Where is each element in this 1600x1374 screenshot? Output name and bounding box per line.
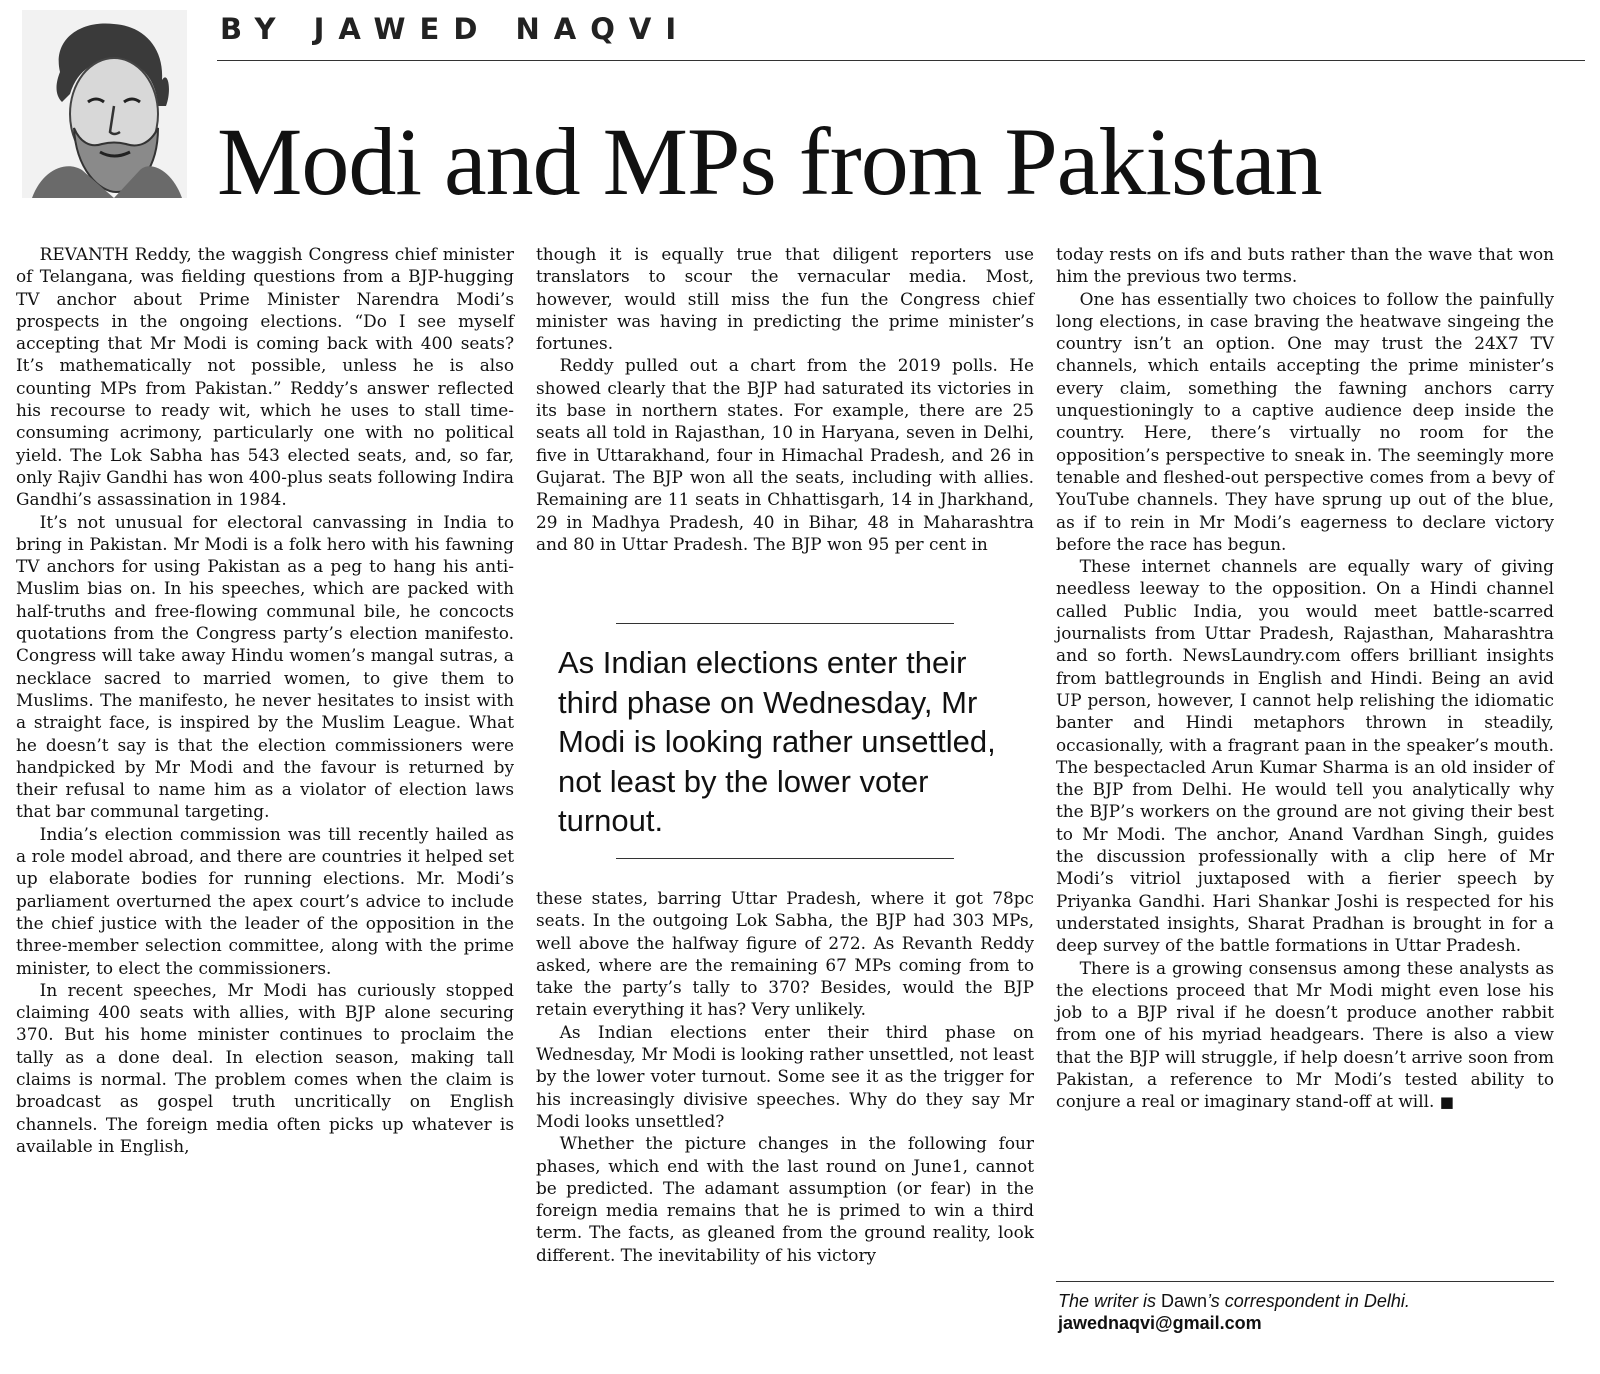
author-note bbox=[1058, 1290, 1556, 1334]
end-mark: ■ bbox=[1439, 1093, 1454, 1112]
paragraph: India’s election commission was till recently hailed as a role model abroad, and there are countries it helped set up elaborate bodies for running elections. Mr. Modi’s parliament overturned the apex court’s advice to include the chief justice with the leader of the opposition in the three-member selection committee, along with the prime minister, to elect the commissioners. bbox=[16, 823, 514, 978]
pull-quote: As Indian elections enter their third phase on Wednesday, Mr Modi is looking rather unsettled, not least by the lower voter turnout. bbox=[558, 645, 996, 838]
column-1 bbox=[16, 243, 514, 1157]
paragraph: It’s not unusual for electoral canvassing in India to bring in Pakistan. Mr Modi is a folk hero with his fawning TV anchors for using Pakistan as a peg to hang his anti-Muslim bias on. In his speeches, which are packed with half-truths and free-flowing communal bile, he concocts quotations from the Congress party’s election manifesto. Congress will take away Hindu women’s mangal sutras, a necklace sacred to married women, to give them to Muslims. The manifesto, he never hesitates to insist with a straight face, is inspired by the Muslim League. What he doesn’t say is that the election commissioners were handpicked by Mr Modi and the favour is returned by their refusal to name him as a violator of election laws that bar communal targeting. bbox=[16, 511, 514, 822]
column-2-bottom bbox=[536, 887, 1034, 1266]
paragraph: these states, barring Uttar Pradesh, where it got 78pc seats. In the outgoing Lok Sabha, the BJP had 303 MPs, well above the halfway figure of 272. As Revanth Reddy asked, where are the remaining 67 MPs coming from to take the party’s tally to 370? Besides, would the BJP retain everything it has? Very unlikely. bbox=[536, 888, 1034, 1020]
paragraph: Reddy pulled out a chart from the 2019 polls. He showed clearly that the BJP had saturated its victories in its base in northern states. For example, there are 25 seats all told in Rajasthan, 10 in Haryana, seven in Delhi, five in Uttarakhand, four in Himachal Pradesh, and 26 in Gujarat. The BJP won all the seats, including with allies. Remaining are 11 seats in Chhattisgarh, 14 in Jharkhand, 29 in Madhya Pradesh, 40 in Bihar, 48 in Maharashtra and 80 in Uttar Pradesh. The BJP won 95 per cent in bbox=[536, 355, 1034, 554]
column-2-top bbox=[536, 243, 1034, 555]
pull-quote-rule-bottom bbox=[616, 858, 954, 859]
author-note-text: The writer is bbox=[1058, 1291, 1162, 1311]
header-rule bbox=[217, 60, 1585, 61]
paragraph-last bbox=[1056, 957, 1554, 1114]
author-portrait bbox=[22, 10, 187, 198]
paragraph-text: There is a growing consensus among these analysts as the elections proceed that Mr Modi might even lose his job to a BJP rival if he doesn’t produce another rabbit from one of his myriad headgears. There is also a view that the BJP will struggle, if help doesn’t arrive soon from Pakistan, a reference to Mr Modi’s tested ability to conjure a real or imaginary stand-off at will. bbox=[1056, 957, 1554, 1112]
paragraph: today rests on ifs and buts rather than the wave that won him the previous two terms. bbox=[1056, 244, 1554, 287]
paragraph: Whether the picture changes in the following four phases, which end with the last round on June1, cannot be predicted. The adamant assumption (or fear) in the foreign media remains that he is primed to win a third term. The facts, as gleaned from the ground reality, look different. The inevitability of his victory bbox=[536, 1133, 1034, 1265]
pull-quote-rule-top bbox=[616, 623, 954, 624]
author-email[interactable]: jawednaqvi@gmail.com bbox=[1058, 1313, 1262, 1333]
signature-rule bbox=[1056, 1281, 1554, 1282]
paragraph: As Indian elections enter their third phase on Wednesday, Mr Modi is looking rather unsettled, not least by the lower voter turnout. Some see it as the trigger for his increasingly divisive speeches. Why do they say Mr Modi looks unsettled? bbox=[536, 1021, 1034, 1131]
paragraph: REVANTH Reddy, the waggish Congress chief minister of Telangana, was fielding questions from a BJP-hugging TV anchor about Prime Minister Narendra Modi’s prospects in the ongoing elections. “Do I see myself accepting that Mr Modi is coming back with 400 seats? It’s mathematically not possible, unless he is also counting MPs from Pakistan.” Reddy’s answer reflected his recourse to ready wit, which he uses to stall time-consuming acrimony, particularly one with no political yield. The Lok Sabha has 543 elected seats, and, so far, only Rajiv Gandhi has won 400-plus seats following Indira Gandhi’s assassination in 1984. bbox=[16, 244, 514, 510]
paragraph: One has essentially two choices to follow the painfully long elections, in case braving the heatwave singeing the country isn’t an option. One may trust the 24X7 TV channels, which entails accepting the prime minister’s every claim, something the fawning anchors carry unquestioningly to a captive audience deep inside the country. Here, there’s virtually no room for the opposition’s perspective to sneak in. The seemingly more tenable and fleshed-out perspective comes from a bevy of YouTube channels. They have sprung up out of the blue, as if to rein in Mr Modi’s eagerness to declare victory before the race has begun. bbox=[1056, 288, 1554, 554]
column-3 bbox=[1056, 243, 1554, 1114]
paragraph: In recent speeches, Mr Modi has curiously stopped claiming 400 seats with allies, with BJP alone securing 370. But his home minister continues to proclaim the tally as a done deal. In election season, making tall claims is normal. The problem comes when the claim is broadcast as gospel truth uncritically on English channels. The foreign media often picks up whatever is available in English, bbox=[16, 979, 514, 1156]
author-note-text-end: ’s correspondent in Delhi. bbox=[1207, 1291, 1410, 1311]
author-note-publication: Dawn bbox=[1161, 1291, 1208, 1311]
paragraph: These internet channels are equally wary of giving needless leeway to the opposition. On a Hindi channel called Public India, you would meet battle-scarred journalists from Uttar Pradesh, Rajasthan, Maharashtra and so forth. NewsLaundry.com offers brilliant insights from battlegrounds in English and Hindi. Being an avid UP person, however, I cannot help relishing the idiomatic banter and Hindi metaphors thrown in steadily, occasionally, with a fragrant paan in the speaker’s mouth. The bespectacled Arun Kumar Sharma is an old insider of the BJP from Delhi. He would tell you analytically why the BJP’s workers on the ground are not giving their best to Mr Modi. The anchor, Anand Vardhan Singh, guides the discussion professionally with a clip here of Mr Modi’s vitriol juxtaposed with a fierier speech by Priyanka Gandhi. Hari Shankar Joshi is respected for his understated insights, Sharat Pradhan is brought in for a deep survey of the battle formations in Uttar Pradesh. bbox=[1056, 556, 1554, 956]
byline: BY JAWED NAQVI bbox=[220, 12, 691, 46]
paragraph: though it is equally true that diligent reporters use translators to scour the vernacular media. Most, however, would still miss the fun the Congress chief minister was having in predicting the prime minister’s fortunes. bbox=[536, 244, 1034, 354]
headline: Modi and MPs from Pakistan bbox=[217, 108, 1322, 215]
